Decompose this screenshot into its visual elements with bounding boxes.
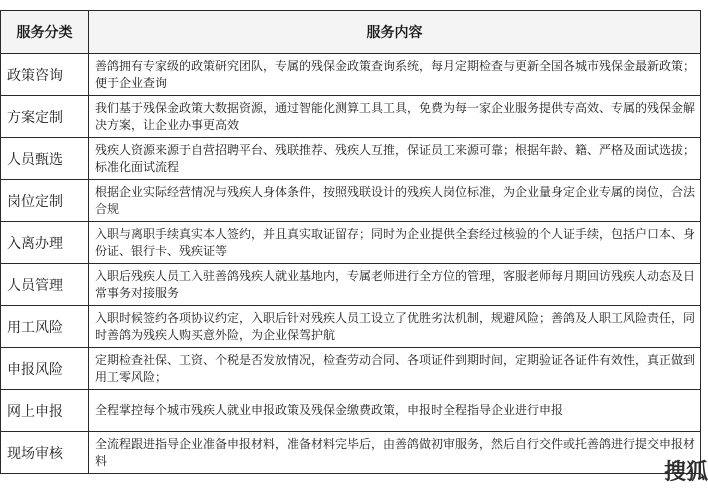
row-content [89,180,701,222]
row-category: 岗位定制 [1,180,89,222]
row-content-text: 残疾人资源来源于自营招聘平台、残联推荐、残疾人互推，保证员工来源可靠；根据年龄、籍、严格及面试选拔；标准化面试流程 [95,142,696,174]
row-content [89,348,701,390]
row-content [89,138,701,180]
watermark-logo: 搜狐 [664,460,708,485]
row-content-text: 根据企业实际经营情况与残疾人身体条件，按照残联设计的残疾人岗位标准，为企业量身定企业专属的岗位，合法合规 [95,184,696,216]
table-row [1,54,701,96]
table-row [1,390,701,432]
row-category: 申报风险 [1,348,89,390]
row-content [89,432,701,474]
row-content-text: 入职时候签约各项协议约定，入职后针对残疾人员工设立了优胜劣汰机制，规避风险；善鸽及人职工风险责任，同时善鸽为残疾人购买意外险，为企业保驾护航 [95,310,696,342]
row-content [89,54,701,96]
row-category: 网上申报 [1,390,89,432]
row-content [89,306,701,348]
row-category: 现场审核 [1,432,89,474]
row-category: 人员管理 [1,264,89,306]
row-content-text: 入职与离职手续真实本人签约，并且真实取证留存；同时为企业提供全套经过核验的个人证手续，包括户口本、身份证、银行卡、残疾证等 [95,226,696,258]
header-content: 服务内容 [89,11,701,54]
header-category: 服务分类 [1,11,89,54]
row-content [89,96,701,138]
services-table [0,10,701,474]
row-content-text: 全程掌控每个城市残疾人就业申报政策及残保金缴费政策，申报时全程指导企业进行申报 [95,403,564,417]
row-category: 方案定制 [1,96,89,138]
table-row [1,432,701,474]
row-content-text: 我们基于残保金政策大数据资源，通过智能化测算工具工具，免费为每一家企业服务提供专高效、专属的残保金解决方案，让企业办事更高效 [95,100,696,132]
row-category: 政策咨询 [1,54,89,96]
table-row [1,264,701,306]
row-category: 入离办理 [1,222,89,264]
row-category: 用工风险 [1,306,89,348]
row-content [89,390,701,432]
row-content-text: 善鸽拥有专家级的政策研究团队，专属的残保金政策查询系统，每月定期检查与更新全国各城市残保金最新政策；便于企业查询 [95,58,696,90]
table-row [1,96,701,138]
table-header-row [1,11,701,54]
table-row [1,138,701,180]
row-content-text: 全流程跟进指导企业准备申报材料，准备材料完毕后，由善鸽做初审服务，然后自行交件或托善鸽进行提交申报材料 [95,436,696,468]
row-content-text: 入职后残疾人员工入驻善鸽残疾人就业基地内，专属老师进行全方位的管理，客服老师每月期回访残疾人动态及日常事务对接服务 [95,268,696,300]
row-content [89,264,701,306]
row-content [89,222,701,264]
table-row [1,180,701,222]
table-row [1,222,701,264]
row-content-text: 定期检查社保、工资、个税是否发放情况，检查劳动合同、各项证件到期时间，定期验证各证件有效性，真正做到用工零风险； [95,352,696,384]
table-row [1,348,701,390]
row-category: 人员甄选 [1,138,89,180]
table-row [1,306,701,348]
